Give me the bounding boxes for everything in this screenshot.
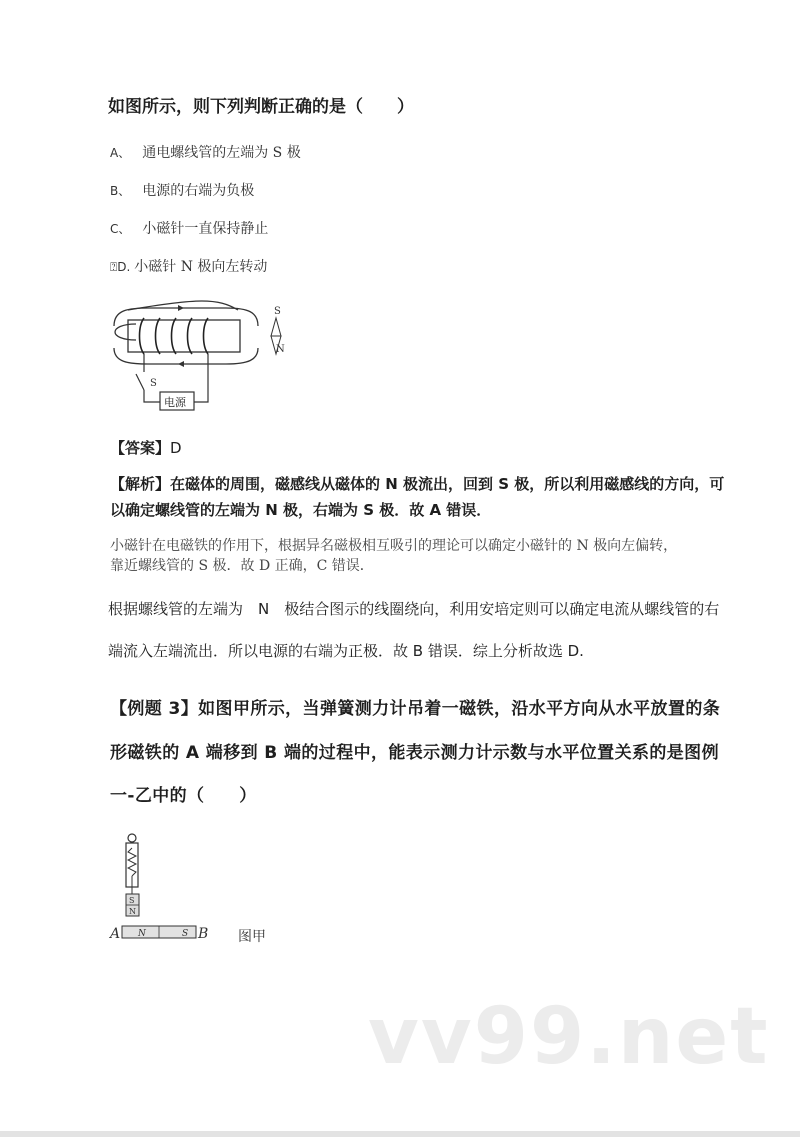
scale-hook-ring [128,834,136,842]
analysis-text-1: 在磁体的周围，磁感线从磁体的 N 极流出，回到 S 极，所以利用磁感线的方向，可 [170,475,725,493]
answer-line [110,437,182,458]
option-text: 通电螺线管的左端为 S 极 [142,145,301,161]
field-arrow-top [178,305,184,311]
hanging-magnet-s: S [129,896,135,905]
option-c [110,218,268,238]
figure-caption: 图甲 [238,929,266,945]
option-a [110,142,301,162]
analysis-para3-line1: 根据螺线管的左端为 N 极结合图示的线圈绕向，利用安培定则可以确定电流从螺线管的右 [108,600,720,618]
needle-top-label: S [274,306,281,317]
option-letter: ⍰D. [110,260,131,274]
analysis-label: 【解析】 [110,475,171,493]
analysis-para2-line2: 靠近螺线管的 S 极．故 D 正确，C 错误． [110,558,374,574]
analysis-line-1 [110,473,724,494]
analysis-para3-line2: 端流入左端流出．所以电源的右端为正极．故 B 错误．综上分析故选 D. [108,642,584,660]
option-text: 小磁针 N 极向左转动 [134,259,268,275]
option-text: 电源的右端为负极 [142,183,255,199]
hanging-magnet-n: N [129,907,136,916]
wire-right [194,354,208,402]
bar-magnet-n: N [138,929,146,939]
field-line-bottom-loop [114,348,258,364]
coil-turns [140,318,209,354]
example3-line-2: 形磁铁的 A 端移到 B 端的过程中，能表示测力计示数与水平位置关系的是图例 [110,743,719,763]
option-letter: A、 [110,146,131,160]
option-letter: C、 [110,222,131,236]
label-a: A [110,926,121,942]
switch-label: S [150,378,157,389]
bar-magnet-s: S [182,929,189,939]
field-arrow-bottom [178,361,184,367]
page-bottom-edge [0,1131,800,1137]
option-d [110,256,267,276]
solenoid-figure [108,296,308,414]
question-title: 如图所示，则下列判断正确的是（ ） [108,97,414,117]
switch-lever [136,374,144,390]
power-source-label: 电源 [164,396,186,409]
field-line-top-loop [114,308,258,326]
field-line-left-top [115,324,136,340]
option-text: 小磁针一直保持静止 [142,221,269,237]
label-b: B [198,926,209,942]
option-b [110,180,254,200]
solenoid-core [128,320,240,352]
analysis-para2-line1: 小磁针在电磁铁的作用下，根据异名磁极相互吸引的理论可以确定小磁针的 N 极向左偏转， [110,538,678,554]
spring-scale-figure [108,830,218,948]
example3-line-1: 【例题 3】如图甲所示，当弹簧测力计吊着一磁铁，沿水平方向从水平放置的条 [110,699,721,719]
answer-value: D [170,439,182,457]
wire-left-bottom [144,390,160,402]
compass-needle [271,306,285,355]
watermark: vv99.net [368,992,770,1082]
analysis-line-2: 以确定螺线管的左端为 N 极，右端为 S 极．故 A 错误． [110,501,492,519]
answer-label: 【答案】 [110,439,171,457]
example3-line-3: 一-乙中的（ ） [110,786,257,806]
option-letter: B、 [110,184,131,198]
needle-bottom-label: N [276,344,285,355]
